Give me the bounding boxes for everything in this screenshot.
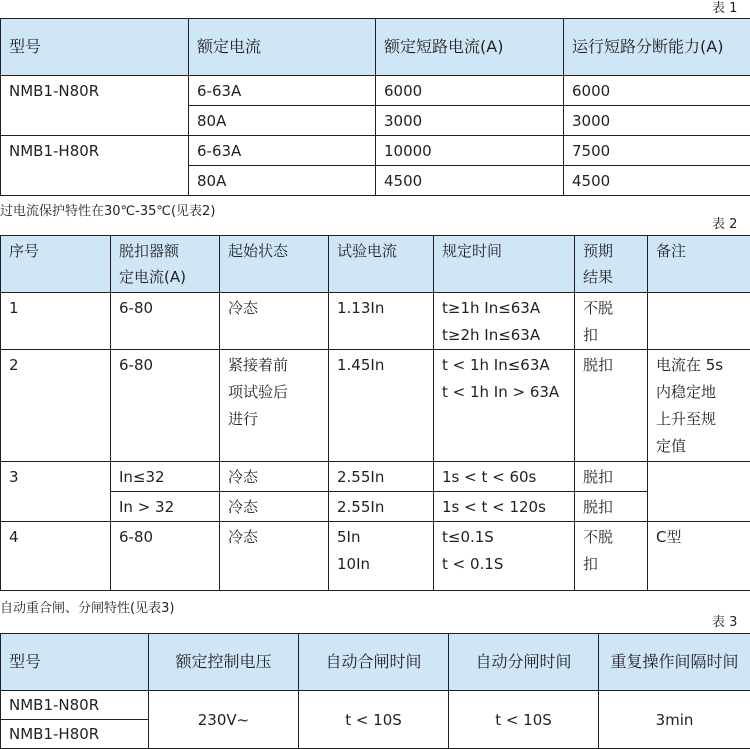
- table2-header-current: 试验电流: [329, 236, 434, 293]
- table1-cell: 6000: [376, 76, 564, 106]
- table2-rated: In≤32: [111, 462, 220, 492]
- table3-label: 表 3: [712, 615, 738, 630]
- table2-time-line: t≥1h In≤63A: [442, 299, 541, 317]
- table3-header-voltage: 额定控制电压: [149, 634, 299, 691]
- table2-current: 1.45In: [329, 350, 434, 462]
- table2-rated: 6-80: [111, 350, 220, 462]
- table2-time: 1s < t < 120s: [434, 492, 575, 522]
- table3-header-close-time: 自动合闸时间: [299, 634, 449, 691]
- table2-state: 冷态: [220, 462, 329, 492]
- table3-interval: 3min: [599, 691, 750, 749]
- table1-cell: 6000: [564, 76, 750, 106]
- table-row: [1, 76, 750, 106]
- table3-header-open-time: 自动分闸时间: [449, 634, 599, 691]
- table2-state: 紧接着前 项试验后 进行: [220, 350, 329, 462]
- table1-model-cell: NMB1-H80R: [1, 136, 189, 196]
- table2-header-no: 序号: [1, 236, 111, 293]
- table2-header-state: 起始状态: [220, 236, 329, 293]
- table3-model: NMB1-N80R: [1, 691, 149, 720]
- table2-current: 2.55In: [329, 462, 434, 492]
- table2-note: [648, 462, 750, 522]
- table1-header-short-circuit-current: 额定短路电流(A): [376, 19, 564, 76]
- table2-note: [648, 293, 750, 350]
- table3-voltage: 230V~: [149, 691, 299, 749]
- table3: [0, 633, 750, 749]
- table3-open-time: t < 10S: [449, 691, 599, 749]
- table2-no: 4: [1, 522, 111, 591]
- table1-header-breaking-capacity: 运行短路分断能力(A): [564, 19, 750, 76]
- table1-label: 表 1: [712, 1, 738, 16]
- table2-header-note: 备注: [648, 236, 750, 293]
- table3-header-row: [1, 634, 750, 691]
- table-row: [1, 691, 750, 720]
- table1-cell: 4500: [564, 166, 750, 196]
- table1-cell: 4500: [376, 166, 564, 196]
- table1-header-model: 型号: [1, 19, 189, 76]
- table1: [0, 18, 750, 196]
- table1-cell: 80A: [189, 166, 376, 196]
- table2-time: 1s < t < 60s: [434, 462, 575, 492]
- table3-model: NMB1-H80R: [1, 720, 149, 749]
- table2-current-line: 10In: [337, 555, 371, 573]
- table3-header-interval: 重复操作间隔时间: [599, 634, 750, 691]
- table1-cell: 6-63A: [189, 136, 376, 166]
- table2-time-line: t≥2h In≤63A: [442, 326, 541, 344]
- table3-close-time: t < 10S: [299, 691, 449, 749]
- table2-no: 3: [1, 462, 111, 522]
- table1-cell: 3000: [376, 106, 564, 136]
- table2-time: [434, 522, 575, 591]
- section2-caption: 过电流保护特性在30℃-35℃(见表2): [0, 204, 216, 219]
- table2-result: 脱扣: [575, 492, 648, 522]
- table2-rated: 6-80: [111, 293, 220, 350]
- table2-note: C型: [648, 522, 750, 591]
- table-row: [1, 350, 750, 462]
- table2-header-row: [1, 236, 750, 293]
- table1-cell: 6-63A: [189, 76, 376, 106]
- table2-no: 2: [1, 350, 111, 462]
- table2-rated: 6-80: [111, 522, 220, 591]
- table2-result: 脱扣: [575, 462, 648, 492]
- table1-header-row: [1, 19, 750, 76]
- table1-model-cell: NMB1-N80R: [1, 76, 189, 136]
- table2-time-line: t < 0.1S: [442, 555, 504, 573]
- table-row: [1, 492, 750, 522]
- table2-time: [434, 293, 575, 350]
- table2-header-time: 规定时间: [434, 236, 575, 293]
- table2-state: 冷态: [220, 492, 329, 522]
- table2-current: [329, 522, 434, 591]
- table2-result: 不脱 扣: [575, 522, 648, 591]
- table2-current-line: 5In: [337, 528, 361, 546]
- table2-time-line: t < 1h In≤63A: [442, 356, 550, 374]
- table2-header-rated: 脱扣器额 定电流(A): [111, 236, 220, 293]
- table2-current: 1.13In: [329, 293, 434, 350]
- table2-time: [434, 350, 575, 462]
- table2: [0, 235, 750, 591]
- table2-result: 不脱 扣: [575, 293, 648, 350]
- table2-header-result: 预期 结果: [575, 236, 648, 293]
- table2-time-line: t < 1h In > 63A: [442, 383, 560, 401]
- section3-caption: 自动重合闸、分闸特性(见表3): [0, 601, 175, 616]
- table2-time-line: t≤0.1S: [442, 528, 494, 546]
- table-row: [1, 293, 750, 350]
- table2-note: 电流在 5s 内稳定地 上升至规 定值: [648, 350, 750, 462]
- table3-header-model: 型号: [1, 634, 149, 691]
- table2-label: 表 2: [712, 217, 738, 232]
- table2-state: 冷态: [220, 293, 329, 350]
- table2-current: 2.55In: [329, 492, 434, 522]
- table2-state: 冷态: [220, 522, 329, 591]
- table2-result: 脱扣: [575, 350, 648, 462]
- table-row: [1, 136, 750, 166]
- table-row: [1, 462, 750, 492]
- table1-cell: 3000: [564, 106, 750, 136]
- table2-rated: In > 32: [111, 492, 220, 522]
- table1-header-rated-current: 额定电流: [189, 19, 376, 76]
- table-row: [1, 522, 750, 591]
- table2-no: 1: [1, 293, 111, 350]
- table1-cell: 80A: [189, 106, 376, 136]
- table1-cell: 7500: [564, 136, 750, 166]
- table1-cell: 10000: [376, 136, 564, 166]
